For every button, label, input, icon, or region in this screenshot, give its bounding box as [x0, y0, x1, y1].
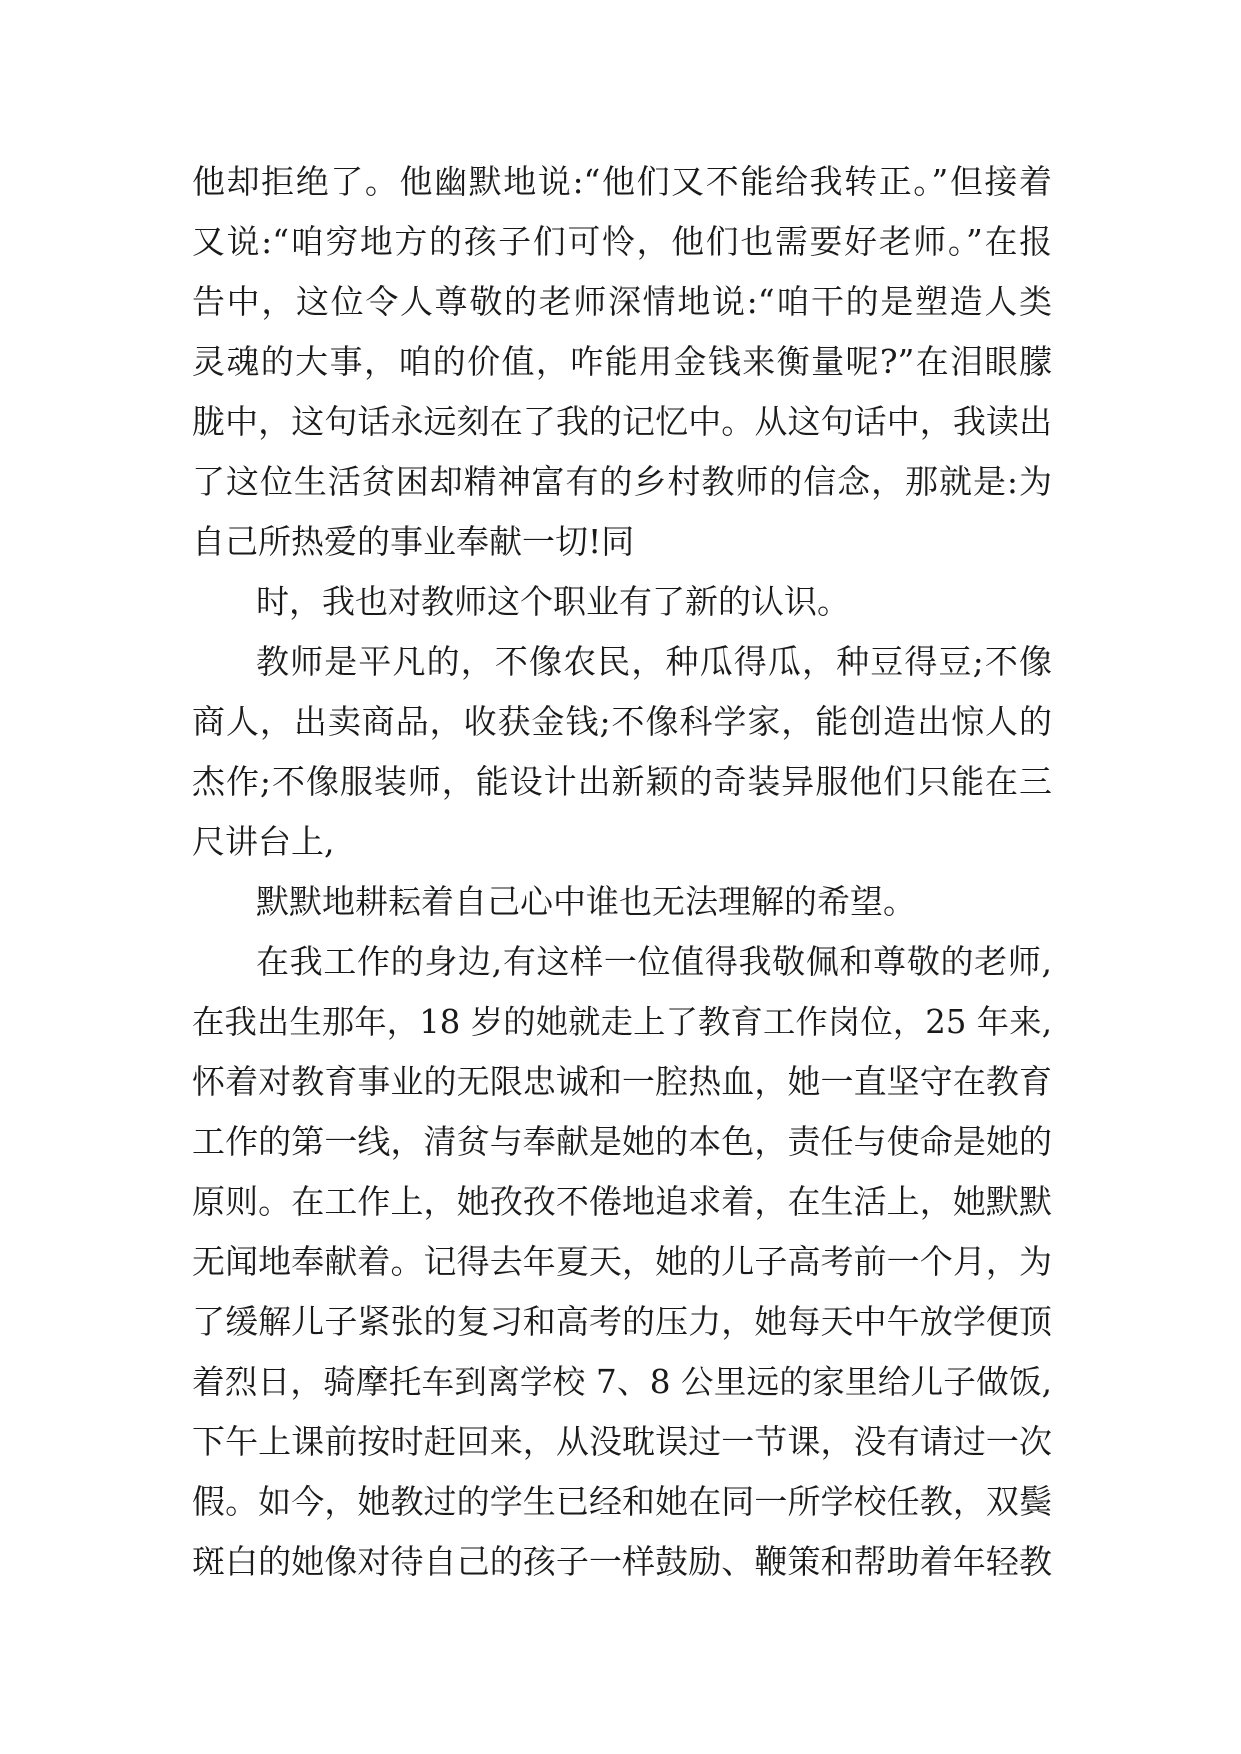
text-line: 教师是平凡的，不像农民，种瓜得瓜，种豆得豆;不像 [256, 642, 1052, 681]
text-line: 商人，出卖商品，收获金钱;不像科学家，能创造出惊人的 [192, 702, 1052, 741]
text-line: 无闻地奉献着。记得去年夏天，她的儿子高考前一个月，为 [192, 1242, 1052, 1281]
text-line: 尺讲台上, [192, 822, 335, 861]
text-line: 自己所热爱的事业奉献一切!同 [192, 522, 635, 561]
text-line: 胧中，这句话永远刻在了我的记忆中。从这句话中，我读出 [192, 402, 1052, 441]
text-line: 在我出生那年，18 岁的她就走上了教育工作岗位，25 年来, [192, 1003, 1052, 1041]
text-line: 原则。在工作上，她孜孜不倦地追求着，在生活上，她默默 [192, 1182, 1052, 1221]
text-line: 他却拒绝了。他幽默地说:“他们又不能给我转正。”但接着 [192, 162, 1052, 201]
text-line: 工作的第一线，清贫与奉献是她的本色，责任与使命是她的 [192, 1122, 1052, 1161]
text-line: 灵魂的大事，咱的价值，咋能用金钱来衡量呢?”在泪眼朦 [192, 342, 1052, 381]
text-line: 又说:“咱穷地方的孩子们可怜，他们也需要好老师。”在报 [192, 223, 1052, 261]
document-body [192, 152, 1052, 1592]
text-line: 怀着对教育事业的无限忠诚和一腔热血，她一直坚守在教育 [192, 1062, 1052, 1101]
text-line: 着烈日，骑摩托车到离学校 7、8 公里远的家里给儿子做饭, [192, 1363, 1052, 1401]
text-line: 时，我也对教师这个职业有了新的认识。 [256, 582, 850, 621]
text-line: 告中，这位令人尊敬的老师深情地说:“咱干的是塑造人类 [192, 282, 1052, 321]
text-line: 杰作;不像服装师，能设计出新颖的奇装异服他们只能在三 [192, 762, 1052, 801]
text-line: 了这位生活贫困却精神富有的乡村教师的信念，那就是:为 [192, 462, 1052, 501]
text-line: 了缓解儿子紧张的复习和高考的压力，她每天中午放学便顶 [192, 1302, 1052, 1341]
text-line: 假。如今，她教过的学生已经和她在同一所学校任教，双鬓 [192, 1482, 1052, 1521]
text-line: 默默地耕耘着自己心中谁也无法理解的希望。 [256, 882, 916, 921]
text-line: 下午上课前按时赶回来，从没耽误过一节课，没有请过一次 [192, 1422, 1052, 1461]
text-line: 斑白的她像对待自己的孩子一样鼓励、鞭策和帮助着年轻教 [192, 1542, 1052, 1581]
text-line: 在我工作的身边,有这样一位值得我敬佩和尊敬的老师, [256, 942, 1052, 981]
